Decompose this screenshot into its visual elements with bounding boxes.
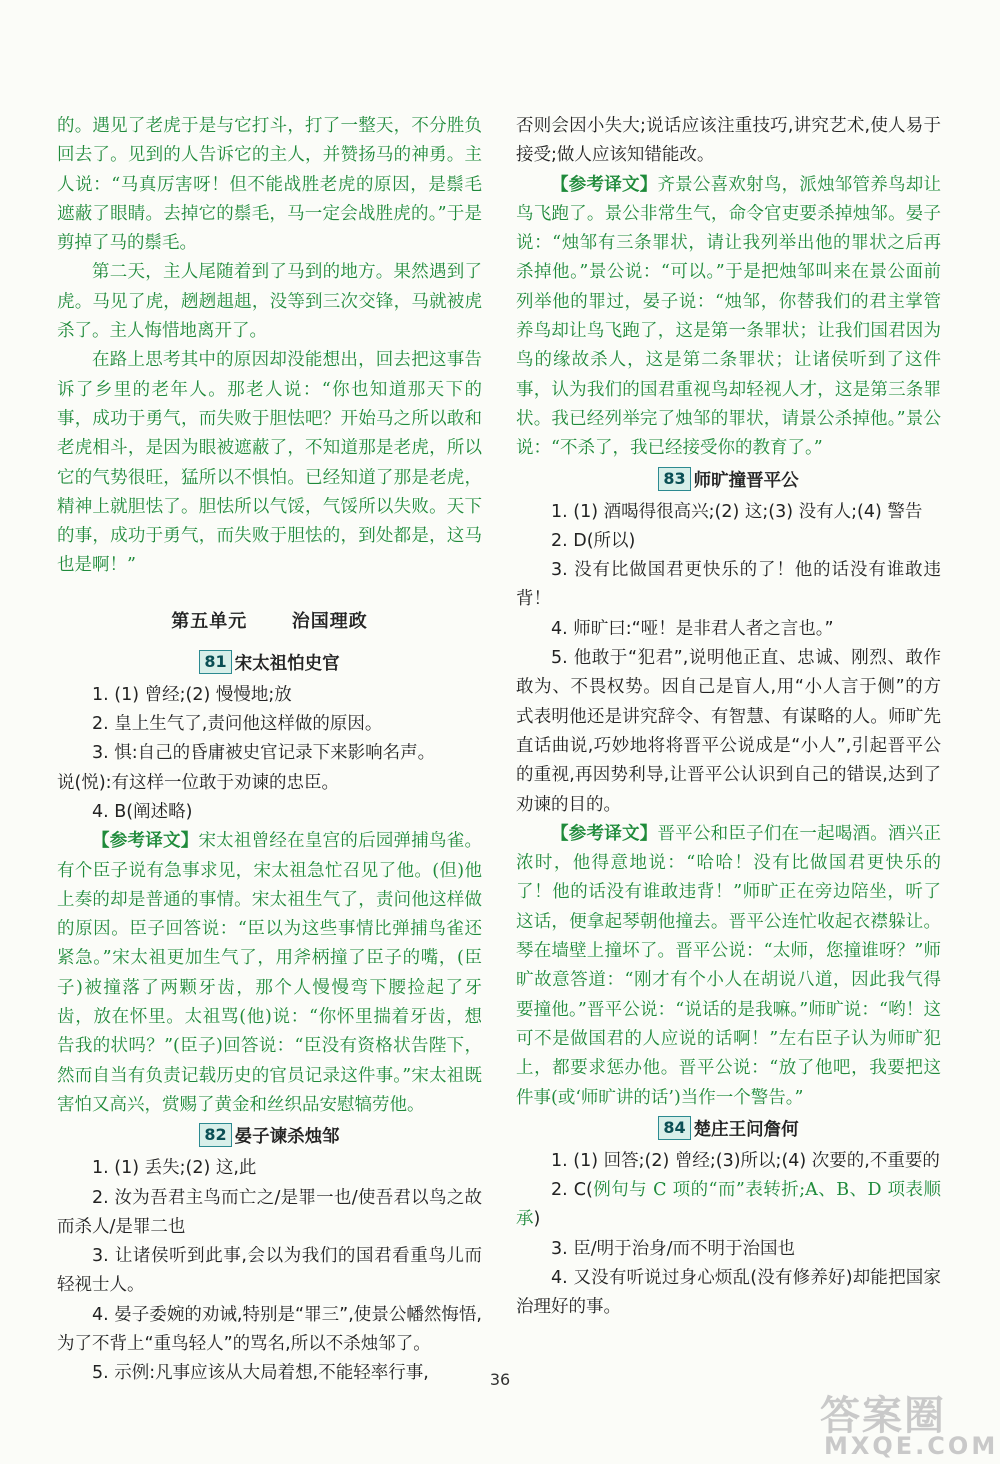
answer-item: 3. 让诸侯听到此事,会以为我们的国君看重鸟儿而轻视士人。 bbox=[57, 1246, 482, 1296]
reference-translation bbox=[516, 820, 941, 1113]
translation-paragraph: 第二天，主人尾随着到了马到的地方。果然遇到了虎。马见了虎，趔趔趄趄，没等到三次交锋，马就被虎杀了。主人悔惜地离开了。 bbox=[57, 262, 482, 342]
page-number: 36 bbox=[489, 1370, 511, 1389]
answer-item: 1. (1) 丢失;(2) 这,此 bbox=[92, 1158, 257, 1179]
section-title: 宋太祖怕史官 bbox=[234, 653, 340, 674]
answer-item: 4. 晏子委婉的劝诫,特别是“罪三”,使景公幡然悔悟,为了不背上“重鸟轻人”的骂名,所以不杀烛邹了。 bbox=[57, 1304, 482, 1354]
answer-explanation: 例句与 C 项的“而”表转折;A、B、D 项表顺承 bbox=[516, 1180, 941, 1230]
answer-item: 4. B(阐述略) bbox=[92, 801, 193, 822]
unit-title: 第五单元 bbox=[171, 610, 248, 632]
translation-paragraph: 的。遇见了老虎于是与它打斗，打了一整天，不分胜负回去了。见到的人告诉它的主人，并赞扬马的神勇。主人说：“马真厉害呀！但不能战胜老虎的原因，是鬃毛遮蔽了眼睛。去掉它的鬃毛，马一定会战胜虎的。”于是剪掉了马的鬃毛。 bbox=[57, 116, 482, 254]
translation-text: 晋平公和臣子们在一起喝酒。酒兴正浓时，他得意地说：“哈哈！没有比做国君更快乐的了！他的话没有谁敢违背！”师旷正在旁边陪坐，听了这话，便拿起琴朝他撞去。晋平公连忙收起衣襟躲让。琴在墙壁上撞坏了。晋平公说：“太师，您撞谁呀？”师旷故意答道：“刚才有个小人在胡说八道，因此我气得要撞他。”晋平公说：“说话的是我嘛。”师旷说：“哟！这可不是做国君的人应说的话啊！”左右臣子认为师旷犯上，都要求惩办他。晋平公说：“放了他吧，我要把这件事(或‘师旷讲的话’)当作一个警告。” bbox=[516, 823, 942, 1108]
section-number-badge: 82 bbox=[199, 1123, 231, 1147]
translation-text: 宋太祖曾经在皇宫的后园弹捕鸟雀。有个臣子说有急事求见，宋太祖急忙召见了他。(但)他上奏的却是普通的事情。宋太祖生气了，责问他这样做的原因。臣子回答说：“臣以为这些事情比弹捕鸟雀还紧急。”宋太祖更加生气了，用斧柄撞了臣子的嘴，(臣子)被撞落了两颗牙齿，那个人慢慢弯下腰捡起了牙齿，放在怀里。太祖骂(他)说：“你怀里揣着牙齿，想告我的状吗？”(臣子)回答说：“臣没有资格状告陛下，然而自当有负责记载历史的官员记录这件事。”宋太祖既害怕又高兴，赏赐了黄金和丝织品安慰犒劳他。 bbox=[57, 831, 483, 1115]
section-heading-83 bbox=[516, 466, 941, 496]
translation-tag: 【参考译文】 bbox=[551, 823, 658, 844]
answer-item: 1. (1) 酒喝得很高兴;(2) 这;(3) 没有人;(4) 警告 bbox=[551, 501, 923, 522]
answer-item: 否则会因小失大;说话应该注重技巧,讲究艺术,使人易于接受;做人应该知错能改。 bbox=[516, 116, 941, 166]
answer-item: 2. 汝为吾君主鸟而亡之/是罪一也/使吾君以鸟之故而杀人/是罪二也 bbox=[57, 1187, 482, 1237]
section-title: 晏子谏杀烛邹 bbox=[234, 1127, 340, 1148]
answer-item: 说(悦):有这样一位敢于劝谏的忠臣。 bbox=[57, 772, 340, 793]
answer-prefix: 2. C( bbox=[551, 1180, 593, 1201]
translation-tag: 【参考译文】 bbox=[551, 174, 658, 195]
translation-paragraph: 在路上思考其中的原因却没能想出，回去把这事告诉了乡里的老年人。那老人说：“你也知道那天下的事，成功于勇气，而失败于胆怯吧？开始马之所以敢和老虎相斗，是因为眼被遮蔽了，不知道那是老虎，所以它的气势很旺，猛所以不惧怕。已经知道了那是老虎，精神上就胆怯了。胆怯所以气馁，气馁所以失败。天下的事，成功于勇气，而失败于胆怯的，到处都是，这马也是啊！” bbox=[57, 350, 482, 576]
answer-item: 3. 惧:自己的昏庸被史官记录下来影响名声。 bbox=[92, 743, 436, 764]
right-column bbox=[516, 112, 941, 1323]
answer-item: 3. 臣/明于治身/而不明于治国也 bbox=[551, 1238, 796, 1259]
reference-translation bbox=[57, 827, 482, 1120]
section-title: 师旷撞晋平公 bbox=[693, 470, 799, 491]
answer-item: 1. (1) 回答;(2) 曾经;(3)所以;(4) 次要的,不重要的 bbox=[551, 1150, 940, 1171]
translation-tag: 【参考译文】 bbox=[92, 831, 199, 852]
answer-item: 5. 他敢于“犯君”,说明他正直、忠诚、刚烈、敢作敢为、不畏权势。因自己是盲人,用“小人言于侧”的方式表明他还是讲究辞令、有智慧、有谋略的人。师旷先直话曲说,巧妙地将将晋平公说成是“小人”,引起晋平公的重视,再因势利导,让晋平公认识到自己的错误,达到了劝谏的目的。 bbox=[516, 648, 941, 815]
unit-heading bbox=[57, 607, 482, 633]
section-heading-81 bbox=[57, 649, 482, 679]
section-heading-82 bbox=[57, 1122, 482, 1152]
section-title: 楚庄王问詹何 bbox=[693, 1119, 799, 1140]
watermark-text: 答案圈 bbox=[820, 1393, 946, 1439]
answer-item: 5. 示例:凡事应该从大局着想,不能轻率行事, bbox=[92, 1363, 429, 1384]
answer-item: 3. 没有比做国君更快乐的了！他的话没有谁敢违背！ bbox=[516, 560, 941, 610]
left-column bbox=[57, 112, 482, 1389]
answer-item bbox=[516, 1176, 941, 1235]
answer-item: 4. 又没有听说过身心烦乱(没有修养好)却能把国家治理好的事。 bbox=[516, 1267, 941, 1318]
watermark-url: MXQE.COM bbox=[824, 1432, 999, 1460]
answer-suffix: ) bbox=[533, 1209, 541, 1230]
answer-item: 4. 师旷曰:“哑！是非君人者之言也。” bbox=[551, 618, 834, 639]
answer-item: 2. D(所以) bbox=[551, 530, 636, 551]
section-heading-84 bbox=[516, 1115, 941, 1145]
reference-translation bbox=[516, 171, 941, 464]
answer-item: 2. 皇上生气了,责问他这样做的原因。 bbox=[92, 714, 383, 735]
translation-text: 齐景公喜欢射鸟，派烛邹管养鸟却让鸟飞跑了。景公非常生气，命令官吏要杀掉烛邹。晏子说：“烛邹有三条罪状，请让我列举出他的罪状之后再杀掉他。”景公说：“可以。”于是把烛邹叫来在景公面前列举他的罪过，晏子说：“烛邹，你替我们的君主掌管养鸟却让鸟飞跑了，这是第一条罪状；让我们国君因为鸟的缘故杀人，这是第二条罪状；让诸侯听到了这件事，认为我们的国君重视鸟却轻视人才，这是第三条罪状。我已经列举完了烛邹的罪状，请景公杀掉他。”景公说：“不杀了，我已经接受你的教育了。” bbox=[516, 174, 942, 459]
section-number-badge: 81 bbox=[199, 650, 231, 674]
section-number-badge: 83 bbox=[658, 467, 690, 491]
section-number-badge: 84 bbox=[658, 1116, 690, 1140]
watermark-logo bbox=[820, 1384, 999, 1460]
unit-name: 治国理政 bbox=[291, 610, 368, 632]
answer-item: 1. (1) 曾经;(2) 慢慢地;放 bbox=[92, 684, 292, 705]
